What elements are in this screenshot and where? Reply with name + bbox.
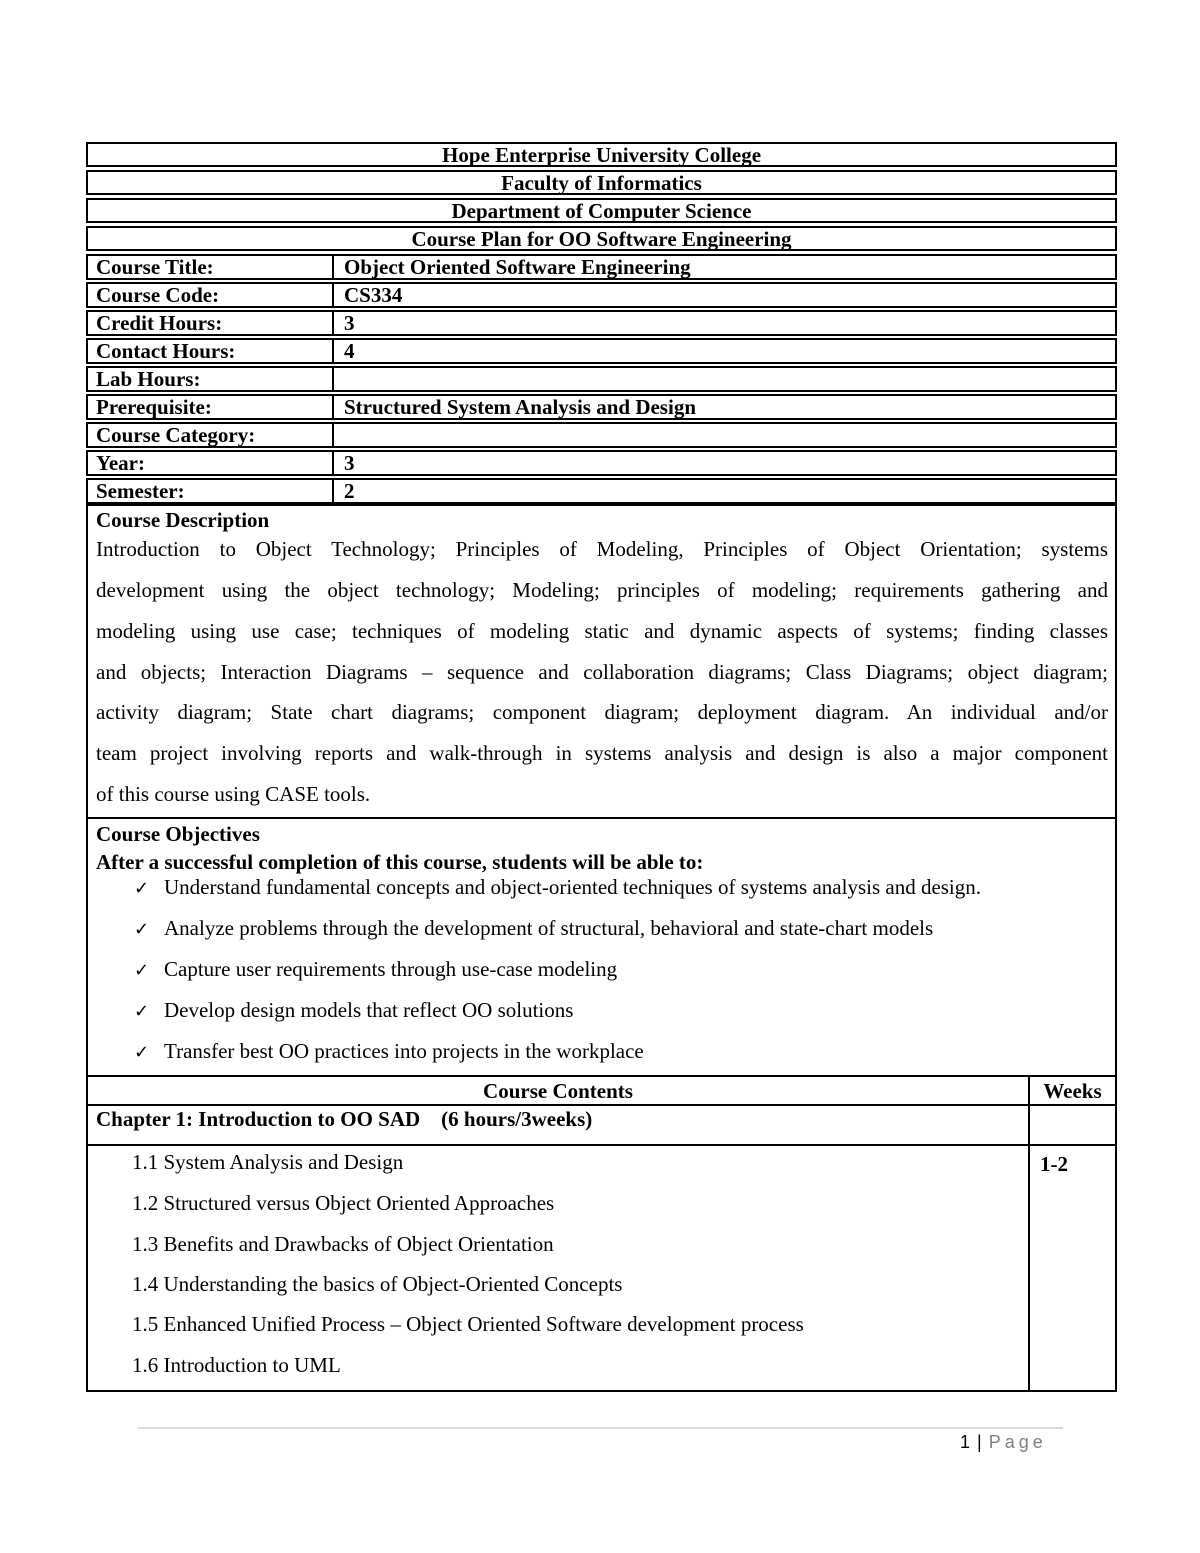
description-line: and objects; Interaction Diagrams – sequence and collaboration diagrams; Class Diagrams; object diagram; <box>96 660 1108 684</box>
course-title-label: Course Title: <box>96 255 214 279</box>
lab-hours-label: Lab Hours: <box>96 367 201 391</box>
weeks-header: Weeks <box>1043 1079 1102 1103</box>
objective-item <box>134 998 573 1023</box>
objectives-intro: After a successful completion of this course, students will be able to: <box>96 850 704 874</box>
semester-value: 2 <box>344 479 355 503</box>
course-code-label: Course Code: <box>96 283 220 307</box>
page-word: Page <box>988 1432 1047 1452</box>
credit-hours-value: 3 <box>344 311 355 335</box>
footer-separator: | <box>977 1432 983 1452</box>
subsection-item: 1.2 Structured versus Object Oriented Approaches <box>132 1191 555 1215</box>
row-course-code <box>86 282 1117 308</box>
prerequisite-label: Prerequisite: <box>96 395 212 419</box>
year-value: 3 <box>344 451 355 475</box>
row-course-title <box>86 254 1117 280</box>
row-credit-hours <box>86 310 1117 336</box>
checkmark-icon: ✓ <box>134 960 150 981</box>
contact-hours-value: 4 <box>344 339 355 363</box>
course-objectives-title: Course Objectives <box>96 822 260 846</box>
footer-divider <box>138 1427 1063 1429</box>
row-year <box>86 450 1117 476</box>
objective-text: Develop design models that reflect OO solutions <box>164 998 574 1022</box>
department-name: Department of Computer Science <box>86 198 1117 223</box>
page-footer <box>960 1432 1047 1453</box>
objective-item <box>134 957 617 982</box>
weeks-value: 1-2 <box>1040 1152 1068 1176</box>
description-line: activity diagram; State chart diagrams; component diagram; deployment diagram. An individual and/or <box>96 700 1108 724</box>
row-prerequisite <box>86 394 1117 420</box>
subsection-item: 1.3 Benefits and Drawbacks of Object Orientation <box>132 1232 554 1256</box>
prerequisite-value: Structured System Analysis and Design <box>344 395 696 419</box>
description-line: Introduction to Object Technology; Principles of Modeling, Principles of Object Orientation; systems <box>96 537 1108 561</box>
course-category-label: Course Category: <box>96 423 256 447</box>
subsection-item: 1.6 Introduction to UML <box>132 1353 341 1377</box>
credit-hours-label: Credit Hours: <box>96 311 223 335</box>
objective-text: Capture user requirements through use-case modeling <box>164 957 618 981</box>
course-contents-table <box>86 1075 1117 1392</box>
objective-item <box>134 875 981 900</box>
course-objectives-section <box>86 817 1117 1077</box>
course-contents-header: Course Contents <box>483 1079 633 1103</box>
objective-text: Analyze problems through the development of structural, behavioral and state-chart models <box>164 916 934 940</box>
description-line: team project involving reports and walk-through in systems analysis and design is also a major component <box>96 741 1108 765</box>
description-line: development using the object technology; Modeling; principles of modeling; requirements gathering and <box>96 578 1108 602</box>
chapter-1-title: Chapter 1: Introduction to OO SAD (6 hours/3weeks) <box>96 1107 593 1131</box>
row-lab-hours <box>86 366 1117 392</box>
course-description-title: Course Description <box>96 508 270 532</box>
row-contact-hours <box>86 338 1117 364</box>
row-course-category <box>86 422 1117 448</box>
objective-text: Transfer best OO practices into projects in the workplace <box>164 1039 644 1063</box>
subsection-item: 1.5 Enhanced Unified Process – Object Oriented Software development process <box>132 1312 804 1336</box>
course-code-value: CS334 <box>344 283 403 307</box>
objective-text: Understand fundamental concepts and object-oriented techniques of systems analysis and design. <box>164 875 982 899</box>
course-plan-title: Course Plan for OO Software Engineering <box>86 226 1117 251</box>
row-semester <box>86 478 1117 504</box>
subsection-item: 1.1 System Analysis and Design <box>132 1150 404 1174</box>
description-line: modeling using use case; techniques of modeling static and dynamic aspects of systems; finding classes <box>96 619 1108 643</box>
checkmark-icon: ✓ <box>134 919 150 940</box>
contact-hours-label: Contact Hours: <box>96 339 236 363</box>
faculty-name: Faculty of Informatics <box>86 170 1117 195</box>
page-number: 1 <box>960 1432 972 1452</box>
objective-item <box>134 1039 644 1064</box>
subsection-item: 1.4 Understanding the basics of Object-Oriented Concepts <box>132 1272 623 1296</box>
year-label: Year: <box>96 451 145 475</box>
checkmark-icon: ✓ <box>134 1001 150 1022</box>
description-line: of this course using CASE tools. <box>96 782 371 806</box>
objective-item <box>134 916 933 941</box>
institution-name: Hope Enterprise University College <box>86 142 1117 167</box>
checkmark-icon: ✓ <box>134 878 150 899</box>
checkmark-icon: ✓ <box>134 1042 150 1063</box>
semester-label: Semester: <box>96 479 185 503</box>
course-title-value: Object Oriented Software Engineering <box>344 255 691 279</box>
course-description-section <box>86 504 1117 819</box>
